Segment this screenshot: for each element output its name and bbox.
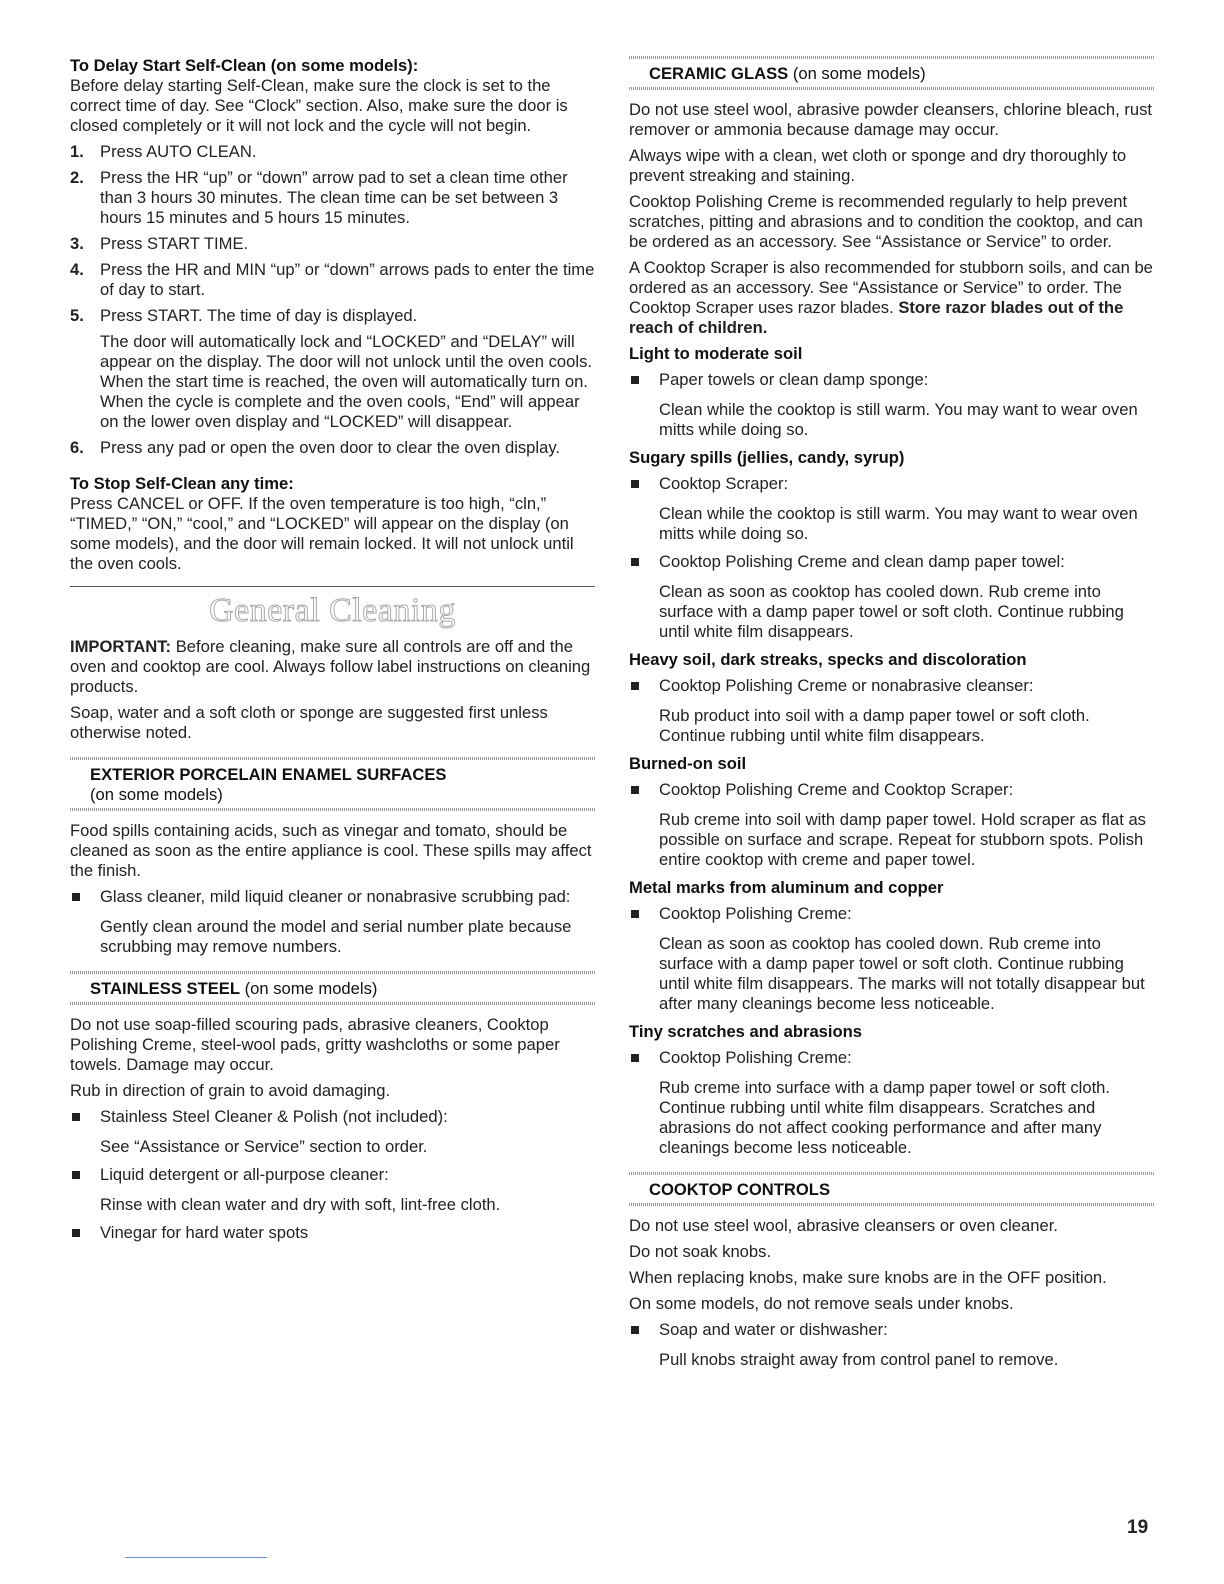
- bullet-item: Cooktop Polishing Creme or nonabrasive cleanser:: [629, 676, 1154, 696]
- stainless-text-1: Do not use soap-filled scouring pads, abrasive cleaners, Cooktop Polishing Creme, steel-wool pads, gritty washcloths or some paper towels. Damage may occur.: [70, 1015, 560, 1074]
- bullet-item: Soap and water or dishwasher:: [629, 1320, 1154, 1340]
- bullet-note: Rub product into soil with a damp paper towel or soft cloth. Continue rubbing until white film disappears.: [659, 706, 1090, 745]
- cooktop-controls-box: [629, 1172, 1154, 1206]
- exterior-enamel-sub: (on some models): [90, 785, 223, 804]
- bullet-item: Cooktop Polishing Creme and clean damp paper towel:: [629, 552, 1154, 572]
- stainless-steel-heading: STAINLESS STEEL: [90, 979, 240, 998]
- ceramic-glass-heading: CERAMIC GLASS: [649, 64, 789, 83]
- stainless-text-2: Rub in direction of grain to avoid damaging.: [70, 1081, 391, 1100]
- bullet-item: Glass cleaner, mild liquid cleaner or nonabrasive scrubbing pad:: [70, 887, 595, 907]
- exterior-enamel-heading: EXTERIOR PORCELAIN ENAMEL SURFACES: [90, 765, 447, 784]
- bullet-item: Cooktop Scraper:: [629, 474, 1154, 494]
- bullet-note: Rinse with clean water and dry with soft, lint-free cloth.: [100, 1195, 501, 1214]
- tiny-scratches-heading: Tiny scratches and abrasions: [629, 1022, 863, 1041]
- bullet-item: Liquid detergent or all-purpose cleaner:: [70, 1165, 595, 1185]
- exterior-text: Food spills containing acids, such as vinegar and tomato, should be cleaned as soon as the entire appliance is cool. These spills may affect the finish.: [70, 821, 592, 880]
- delay-start-intro: Before delay starting Self-Clean, make sure the clock is set to the correct time of day. See “Clock” section. Also, make sure the door is closed completely or it will not lock and the cycle will not begin.: [70, 76, 568, 135]
- bullet-note: Pull knobs straight away from control panel to remove.: [659, 1350, 1059, 1369]
- exterior-enamel-box: [70, 757, 595, 811]
- burned-on-soil-heading: Burned-on soil: [629, 754, 747, 773]
- delay-start-steps: [70, 142, 595, 326]
- bullet-item: Cooktop Polishing Creme and Cooktop Scraper:: [629, 780, 1154, 800]
- step-item: 6. Press any pad or open the oven door to clear the oven display.: [70, 438, 560, 457]
- bullet-note: Clean as soon as cooktop has cooled down. Rub creme into surface with a damp paper towel or soft cloth. Continue rubbing until white film disappears. The marks will not totally disappear but after many cleanings become less noticeable.: [659, 934, 1145, 1013]
- controls-p1: Do not use steel wool, abrasive cleansers or oven cleaner.: [629, 1216, 1058, 1235]
- page-number: 19: [1127, 1517, 1149, 1538]
- step-item: 3. Press START TIME.: [70, 234, 249, 253]
- metal-marks-heading: Metal marks from aluminum and copper: [629, 878, 944, 897]
- ceramic-p2: Always wipe with a clean, wet cloth or sponge and dry thoroughly to prevent streaking and staining.: [629, 146, 1127, 185]
- ceramic-p1: Do not use steel wool, abrasive powder cleansers, chlorine bleach, rust remover or ammonia because damage may occur.: [629, 100, 1152, 139]
- stop-self-clean-text: Press CANCEL or OFF. If the oven temperature is too high, “cln,” “TIMED,” “ON,” “cool,” and “LOCKED” will appear on the display (on some models), and the door will remain locked. It will not unlock until the oven cools.: [70, 494, 574, 573]
- important-note: IMPORTANT: Before cleaning, make sure all controls are off and the oven and cooktop are cool. Always follow label instructions on cleaning products.: [70, 637, 591, 696]
- bullet-note: Clean while the cooktop is still warm. You may want to wear oven mitts while doing so.: [659, 504, 1138, 543]
- bullet-item: Stainless Steel Cleaner & Polish (not included):: [70, 1107, 595, 1127]
- bullet-note: See “Assistance or Service” section to order.: [100, 1137, 428, 1156]
- bullet-item: Vinegar for hard water spots: [70, 1223, 595, 1243]
- ceramic-p4: A Cooktop Scraper is also recommended for stubborn soils, and can be ordered as an accessory. See “Assistance or Service” to order. The Cooktop Scraper uses razor blades. Store razor blades out of the reach of children.: [629, 258, 1153, 337]
- ceramic-p3: Cooktop Polishing Creme is recommended regularly to help prevent scratches, pitting and abrasions and to condition the cooktop, and can be ordered as an accessory. See “Assistance or Service” to order.: [629, 192, 1143, 251]
- bullet-item: Paper towels or clean damp sponge:: [629, 370, 1154, 390]
- step-item: 2. Press the HR “up” or “down” arrow pad to set a clean time other than 3 hours 30 minutes. The clean time can be set between 3 hours 15 minutes and 5 hours 15 minutes.: [70, 168, 568, 227]
- stop-self-clean-heading: To Stop Self-Clean any time:: [70, 474, 294, 493]
- ceramic-glass-box: [629, 56, 1154, 90]
- delay-start-steps-cont: [70, 438, 595, 458]
- bullet-item: Cooktop Polishing Creme:: [629, 904, 1154, 924]
- controls-p2: Do not soak knobs.: [629, 1242, 772, 1261]
- controls-p3: When replacing knobs, make sure knobs are in the OFF position.: [629, 1268, 1107, 1287]
- step-item: 1. Press AUTO CLEAN.: [70, 142, 257, 161]
- left-column: [70, 56, 595, 1253]
- step-item: 4. Press the HR and MIN “up” or “down” arrows pads to enter the time of day to start.: [70, 260, 595, 299]
- right-column: [629, 56, 1154, 1378]
- bullet-note: Clean while the cooktop is still warm. You may want to wear oven mitts while doing so.: [659, 400, 1138, 439]
- stainless-steel-sub: (on some models): [239, 979, 378, 998]
- sugary-spills-heading: Sugary spills (jellies, candy, syrup): [629, 448, 905, 467]
- general-cleaning-title: General Cleaning: [209, 592, 456, 629]
- footer-rule: [125, 1557, 267, 1558]
- ceramic-glass-sub: (on some models): [788, 64, 926, 83]
- delay-start-heading: To Delay Start Self-Clean (on some models):: [70, 56, 419, 75]
- bullet-note: Rub creme into surface with a damp paper towel or soft cloth. Continue rubbing until white film disappears. Scratches and abrasions do not affect cooking performance and after many cleanings become less noticeable.: [659, 1078, 1111, 1157]
- heavy-soil-heading: Heavy soil, dark streaks, specks and discoloration: [629, 650, 1027, 669]
- section-divider: [70, 586, 595, 587]
- bullet-note: Rub creme into soil with damp paper towel. Hold scraper as flat as possible on surface and scrape. Repeat for stubborn spots. Polish entire cooktop with creme and paper towel.: [659, 810, 1146, 869]
- bullet-item: Cooktop Polishing Creme:: [629, 1048, 1154, 1068]
- bullet-note: Gently clean around the model and serial number plate because scrubbing may remove numbers.: [100, 917, 572, 956]
- stainless-steel-box: [70, 971, 595, 1005]
- cooktop-controls-heading: COOKTOP CONTROLS: [649, 1180, 831, 1199]
- controls-p4: On some models, do not remove seals under knobs.: [629, 1294, 1014, 1313]
- bullet-note: Clean as soon as cooktop has cooled down. Rub creme into surface with a damp paper towel or soft cloth. Continue rubbing until white film disappears.: [659, 582, 1124, 641]
- soap-note: Soap, water and a soft cloth or sponge are suggested first unless otherwise noted.: [70, 703, 548, 742]
- step-item: 5. Press START. The time of day is displayed.: [70, 306, 418, 325]
- light-soil-heading: Light to moderate soil: [629, 344, 803, 363]
- step5-note: The door will automatically lock and “LOCKED” and “DELAY” will appear on the display. The door will not unlock until the oven cools. When the start time is reached, the oven will automatically turn on. When the cycle is complete and the oven cools, “End” will appear on the lower oven display and “LOCKED” will disappear.: [100, 332, 592, 431]
